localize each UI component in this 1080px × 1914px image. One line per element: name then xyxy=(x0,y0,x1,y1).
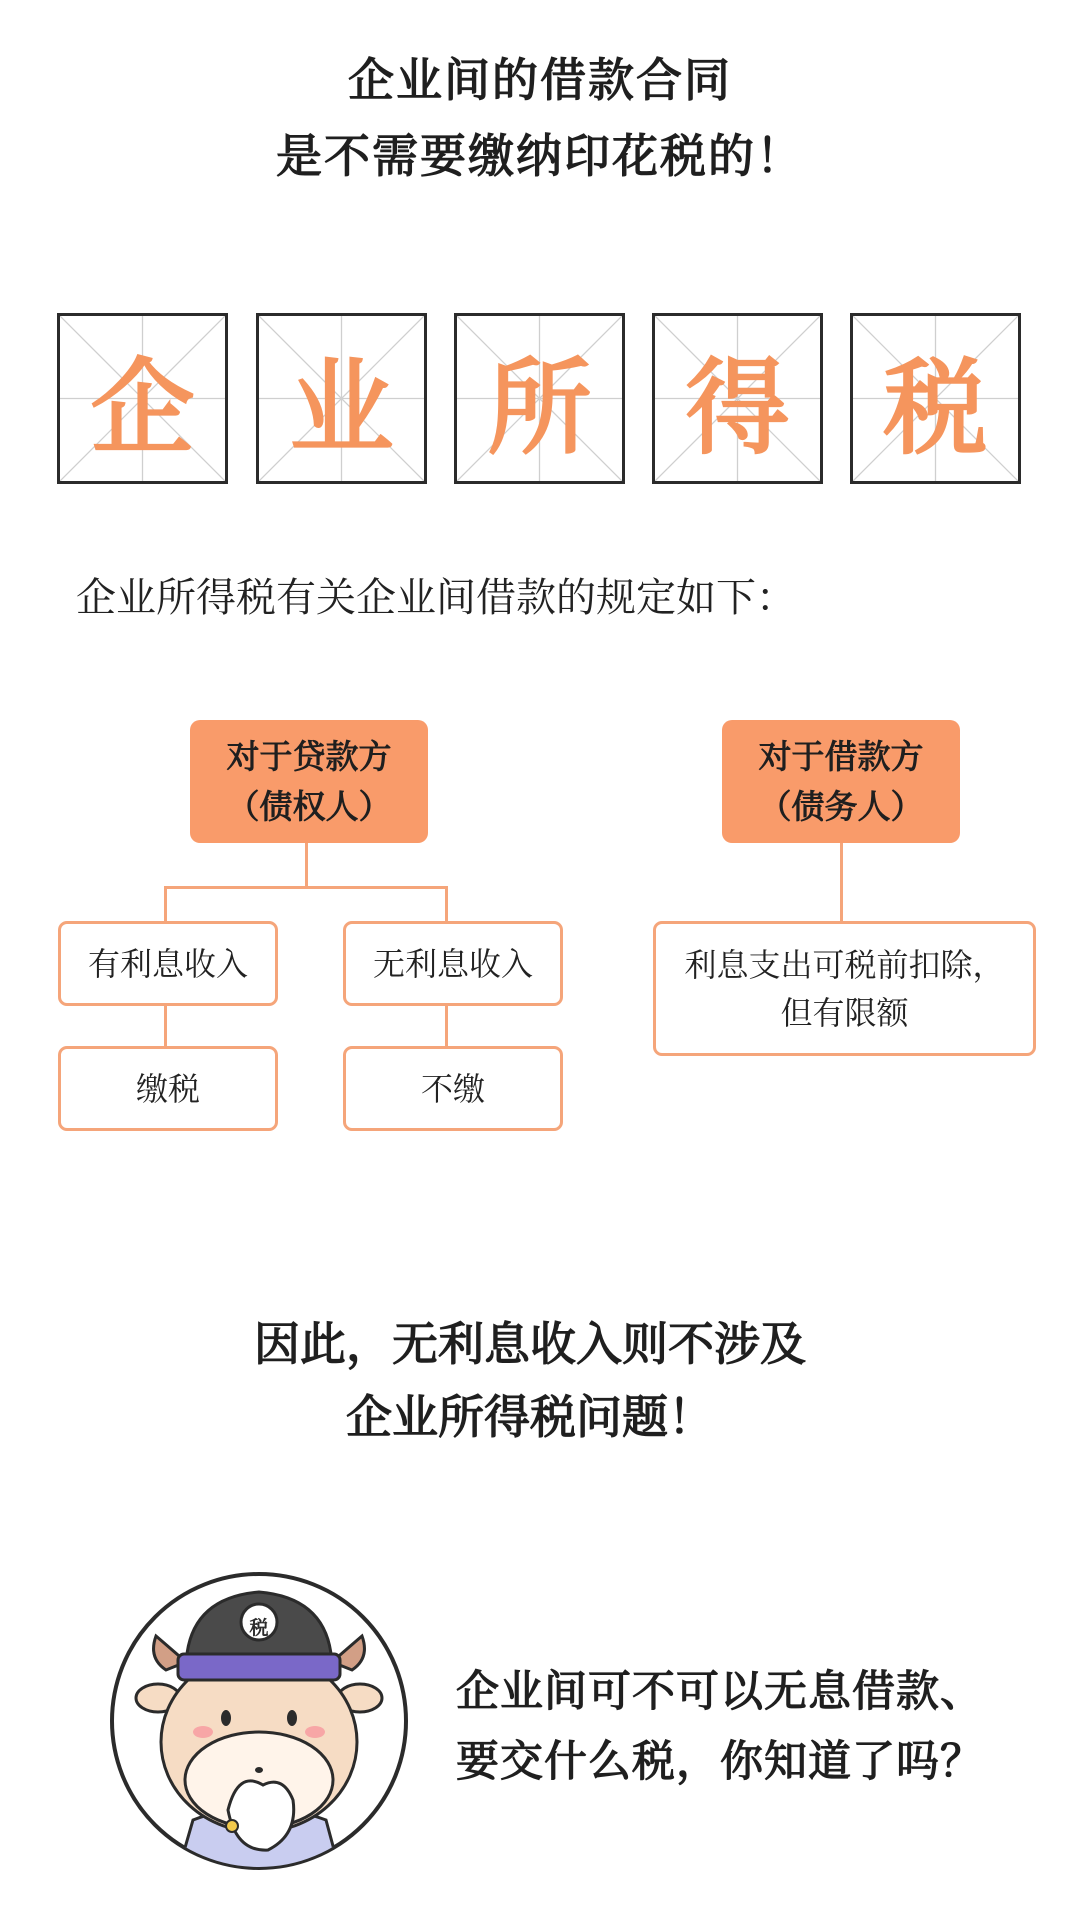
grid-char: 企 xyxy=(90,346,195,469)
connector-line xyxy=(164,886,167,922)
lender-title: 对于贷款方 xyxy=(226,736,392,776)
connector-line xyxy=(164,886,448,889)
node-label: 无利息收入 xyxy=(372,944,533,983)
char-cell xyxy=(850,313,1021,484)
grid-char: 所 xyxy=(487,346,592,469)
heading-line-1: 企业间的借款合同 xyxy=(348,53,732,107)
char-cell xyxy=(652,313,823,484)
borrower-header xyxy=(722,720,960,843)
lender-header xyxy=(190,720,428,843)
char-cell xyxy=(256,313,427,484)
char-cell xyxy=(57,313,228,484)
borrower-title: 对于借款方 xyxy=(758,736,924,776)
conclusion-line-1: 因此，无利息收入则不涉及 xyxy=(254,1317,806,1371)
node-no-interest xyxy=(343,921,563,1006)
connector-line xyxy=(445,1006,448,1046)
heading-line-2: 是不需要缴纳印花税的！ xyxy=(276,129,804,183)
node-has-interest xyxy=(58,921,278,1006)
node-no-pay xyxy=(343,1046,563,1131)
borrower-subtitle: （债务人） xyxy=(758,786,924,826)
grid-char: 业 xyxy=(289,346,394,469)
node-label: 利息支出可税前扣除， xyxy=(684,945,1005,984)
grid-char: 得 xyxy=(685,346,790,469)
intro-text: 企业所得税有关企业间借款的规定如下： xyxy=(76,575,796,621)
connector-line xyxy=(305,843,308,887)
closing-line-1: 企业间可不可以无息借款、 xyxy=(456,1667,984,1717)
closing-line-2: 要交什么税，你知道了吗？ xyxy=(456,1737,984,1787)
connector-line xyxy=(164,1006,167,1046)
node-deductible xyxy=(653,921,1036,1056)
char-cell xyxy=(454,313,625,484)
node-label: 有利息收入 xyxy=(87,944,248,983)
grid-char: 税 xyxy=(883,346,988,469)
mascot-avatar xyxy=(108,1570,410,1872)
lender-subtitle: （债权人） xyxy=(226,786,392,826)
connector-line xyxy=(445,886,448,922)
node-pay-tax xyxy=(58,1046,278,1131)
node-label: 不缴 xyxy=(420,1069,485,1108)
node-label: 缴税 xyxy=(135,1069,200,1108)
conclusion-line-2: 企业所得税问题！ xyxy=(346,1390,714,1444)
hat-badge: 税 xyxy=(249,1616,269,1639)
connector-line xyxy=(840,843,843,923)
node-label: 但有限额 xyxy=(780,993,909,1032)
